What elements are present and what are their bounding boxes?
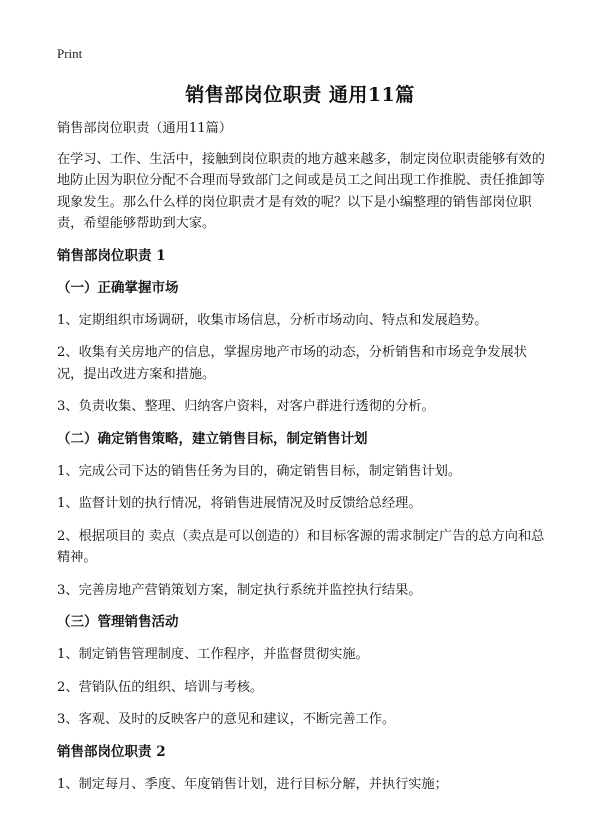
subsection-heading: （二）确定销售策略，建立销售目标，制定销售计划 (57, 430, 368, 447)
subsection-heading: （一）正确掌握市场 (57, 279, 179, 296)
print-link[interactable]: Print (57, 46, 83, 61)
list-item: 2、营销队伍的组织、培训与考核。 (57, 679, 264, 695)
list-item: 1、监督计划的执行情况，将销售进展情况及时反馈给总经理。 (57, 496, 422, 511)
list-item: 1、定期组织市场调研，收集市场信息，分析市场动向、特点和发展趋势。 (57, 312, 488, 328)
list-item: 3、负责收集、整理、归纳客户资料，对客户群进行透彻的分析。 (57, 399, 435, 414)
document-title: 销售部岗位职责 通用11篇 (185, 84, 415, 106)
list-item: 3、客观、及时的反映客户的意见和建议，不断完善工作。 (57, 712, 396, 727)
list-item: 2、收集有关房地产的信息，掌握房地产市场的动态，分析销售和市场竞争发展状况，提出改进方案和措施。 (57, 345, 527, 382)
document-subtitle: 销售部岗位职责（通用11篇） (57, 121, 233, 136)
section-heading: 销售部岗位职责 2 (57, 743, 166, 760)
intro-paragraph: 在学习、工作、生活中，接触到岗位职责的地方越来越多，制定岗位职责能够有效的地防止因为职位分配不合理而导致部门之间或是员工之间出现工作推脱、责任推卸等现象发生。那么什么样的岗位职责才是有效的呢？以下是小编整理的销售部岗位职责，希望能够帮助到大家。 (57, 151, 545, 231)
document-body (57, 118, 547, 806)
list-item: 1、制定每月、季度、年度销售计划，进行目标分解，并执行实施； (57, 776, 448, 792)
list-item: 2、根据项目的 卖点（卖点是可以创造的）和目标客源的需求制定广告的总方向和总精神。 (57, 528, 545, 565)
subsection-heading: （三）管理销售活动 (57, 614, 179, 630)
list-item: 1、完成公司下达的销售任务为目的，确定销售目标，制定销售计划。 (57, 463, 462, 479)
list-item: 3、完善房地产营销策划方案，制定执行系统并监控执行结果。 (57, 582, 422, 598)
section-heading: 销售部岗位职责 1 (57, 247, 166, 264)
list-item: 1、制定销售管理制度、工作程序，并监督贯彻实施。 (57, 647, 369, 662)
